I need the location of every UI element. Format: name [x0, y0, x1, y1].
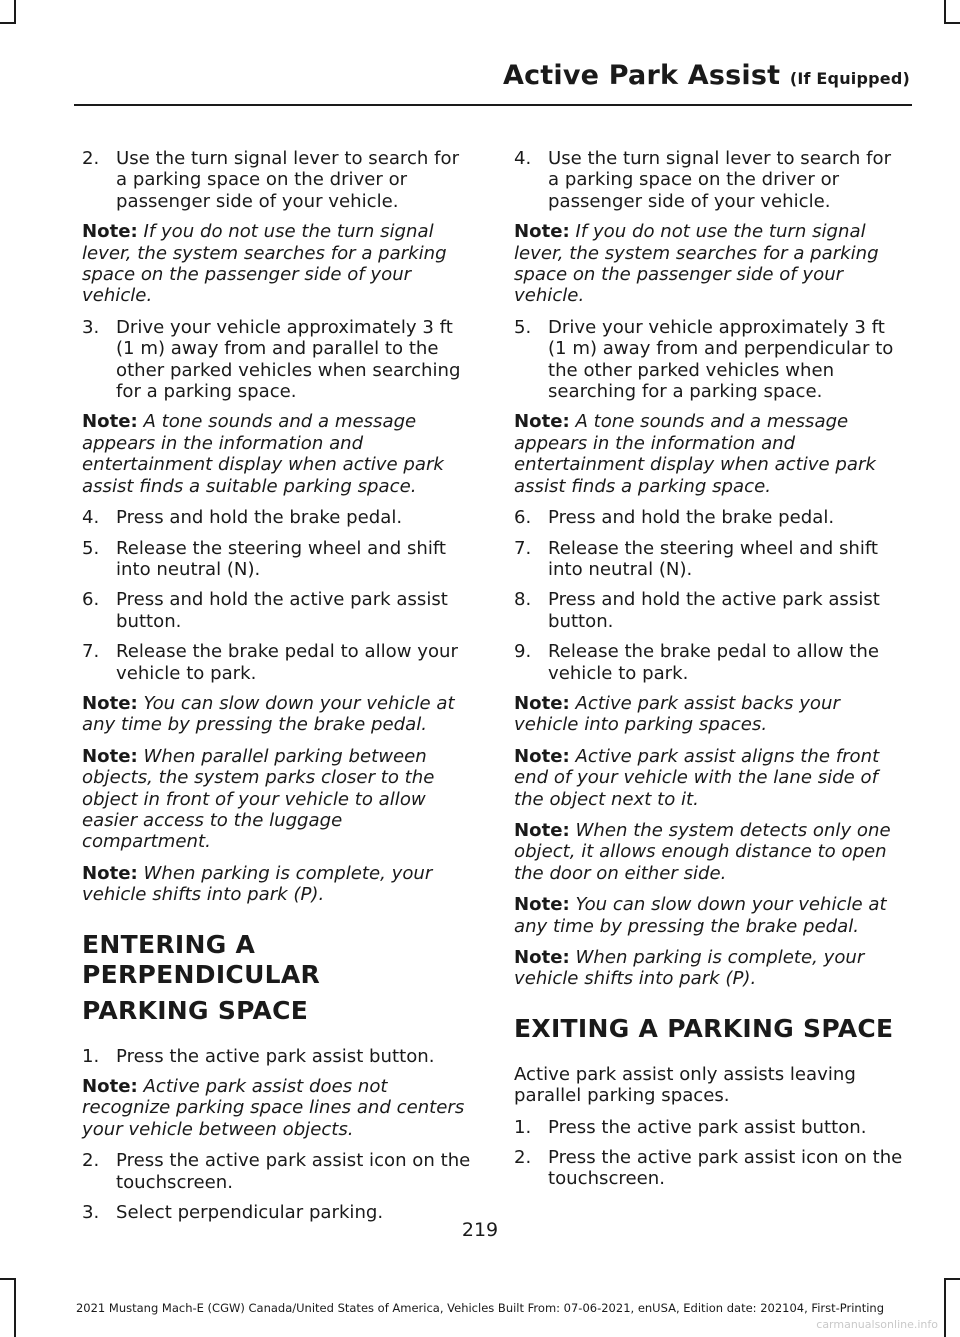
step-item	[82, 317, 474, 403]
left-column	[82, 148, 474, 1232]
note	[82, 1076, 474, 1140]
step-number: 3.	[82, 316, 100, 338]
step-number: 7.	[514, 537, 532, 559]
note	[514, 221, 906, 307]
watermark: carmanualsonline.info	[816, 1318, 938, 1331]
step-item	[82, 1046, 474, 1067]
note-text: Active park assist aligns the front end of your vehicle with the lane side of the object next to it.	[514, 745, 880, 810]
step-text: Use the turn signal lever to search for a parking space on the driver or passenger side of your vehicle.	[116, 148, 460, 212]
note-label: Note:	[82, 411, 138, 433]
note-label: Note:	[514, 692, 570, 714]
step-text: Release the steering wheel and shift into neutral (N).	[548, 537, 879, 580]
header-title: Active Park Assist	[503, 60, 781, 91]
note-text: When parking is complete, your vehicle shifts into park (P).	[82, 862, 433, 906]
note-label: Note:	[514, 947, 570, 968]
note-label: Note:	[82, 862, 138, 884]
note-text: A tone sounds and a message appears in the information and entertainment display when active park assist finds a suitable parking space.	[82, 411, 444, 497]
note	[514, 947, 906, 990]
note	[514, 820, 906, 884]
step-item	[82, 507, 474, 528]
step-item	[514, 589, 906, 632]
step-text: Release the brake pedal to allow the vehicle to park.	[548, 641, 879, 684]
step-number: 6.	[82, 589, 100, 611]
note-label: Note:	[514, 894, 570, 916]
note-label: Note:	[82, 692, 138, 714]
note-label: Note:	[514, 411, 570, 433]
step-number: 7.	[82, 641, 100, 663]
note-label: Note:	[514, 819, 570, 841]
note	[514, 693, 906, 736]
note-text: When parking is complete, your vehicle shifts into park (P).	[514, 947, 865, 990]
note-text: If you do not use the turn signal lever, the system searches for a parking space on the passenger side of your vehicle.	[514, 221, 879, 307]
note	[514, 894, 906, 937]
header-subtitle: (If Equipped)	[789, 69, 910, 88]
step-number: 4.	[82, 507, 100, 529]
step-text: Press the active park assist button.	[548, 1116, 867, 1138]
crop-mark	[14, 0, 16, 22]
note-label: Note:	[514, 745, 570, 767]
step-text: Release the brake pedal to allow your vehicle to park.	[116, 641, 458, 684]
step-number: 2.	[82, 148, 100, 169]
note-text: You can slow down your vehicle at any time by pressing the brake pedal.	[514, 894, 887, 937]
crop-mark	[0, 1278, 16, 1280]
step-number: 6.	[514, 507, 532, 529]
note-text: When parallel parking between objects, the system parks closer to the object in front of your vehicle to allow easier access to the luggage compartment.	[82, 745, 435, 853]
note-label: Note:	[82, 1076, 138, 1097]
step-text: Press the active park assist button.	[116, 1045, 435, 1067]
note	[514, 411, 906, 497]
step-number: 2.	[514, 1147, 532, 1169]
step-text: Press the active park assist icon on the touchscreen.	[548, 1147, 903, 1190]
note-label: Note:	[82, 221, 138, 243]
note-text: If you do not use the turn signal lever, the system searches for a parking space on the passenger side of your vehicle.	[82, 221, 447, 307]
right-column	[514, 148, 906, 1199]
step-number: 5.	[82, 537, 100, 559]
intro-paragraph: Active park assist only assists leaving parallel parking spaces.	[514, 1063, 856, 1107]
page-number: 219	[461, 1219, 499, 1241]
heading-line-2: PARKING SPACE	[82, 995, 309, 1025]
crop-mark	[944, 1278, 960, 1280]
step-item	[82, 1150, 474, 1193]
step-number: 8.	[514, 589, 532, 611]
note-label: Note:	[514, 221, 570, 243]
note	[82, 411, 474, 497]
step-text: Press the active park assist icon on the touchscreen.	[116, 1150, 471, 1193]
note-text: Active park assist backs your vehicle into parking spaces.	[514, 692, 840, 736]
step-text: Press and hold the active park assist button.	[116, 589, 448, 632]
step-item	[514, 317, 906, 403]
note-text: You can slow down your vehicle at any time by pressing the brake pedal.	[82, 692, 455, 736]
heading-line-1: ENTERING A PERPENDICULAR	[82, 929, 321, 989]
step-text: Use the turn signal lever to search for a parking space on the driver or passenger side of your vehicle.	[548, 148, 892, 212]
note	[82, 746, 474, 853]
step-item	[82, 641, 474, 684]
crop-mark	[944, 0, 946, 22]
step-item	[514, 641, 906, 684]
note-text: A tone sounds and a message appears in the information and entertainment display when active park assist finds a parking space.	[514, 411, 876, 497]
crop-mark	[944, 22, 960, 24]
step-number: 5.	[514, 316, 532, 338]
step-item	[82, 148, 474, 212]
step-number: 9.	[514, 641, 532, 663]
step-text: Drive your vehicle approximately 3 ft (1 m) away from and parallel to the other parked vehicles when searching for a parking space.	[116, 316, 461, 403]
step-item	[514, 1147, 906, 1190]
step-number: 1.	[514, 1116, 532, 1138]
header-rule	[74, 104, 912, 106]
step-text: Press and hold the brake pedal.	[116, 507, 403, 529]
section-heading	[82, 930, 474, 1026]
step-item	[514, 148, 906, 212]
page-header	[82, 60, 910, 91]
step-item	[514, 1117, 906, 1138]
step-number: 4.	[514, 148, 532, 169]
step-item	[82, 589, 474, 632]
step-item	[82, 538, 474, 581]
step-text: Select perpendicular parking.	[116, 1202, 384, 1224]
note-label: Note:	[82, 745, 138, 767]
note	[514, 746, 906, 810]
note	[82, 693, 474, 736]
note	[82, 863, 474, 906]
step-text: Press and hold the brake pedal.	[548, 507, 835, 529]
step-number: 1.	[82, 1045, 100, 1067]
step-number: 3.	[82, 1202, 100, 1224]
note	[82, 221, 474, 307]
step-text: Drive your vehicle approximately 3 ft (1 m) away from and perpendicular to the other parked vehicles when searching for a parking space.	[548, 316, 894, 403]
section-heading: EXITING A PARKING SPACE	[514, 1013, 894, 1043]
note-text: When the system detects only one object, it allows enough distance to open the door on either side.	[514, 819, 891, 884]
note-text: Active park assist does not recognize parking space lines and centers your vehicle between objects.	[82, 1076, 465, 1140]
step-number: 2.	[82, 1150, 100, 1172]
crop-mark	[0, 22, 16, 24]
footer-text: 2021 Mustang Mach-E (CGW) Canada/United States of America, Vehicles Built From: 07-06-2021, enUSA, Edition date: 202104, First-Printing	[75, 1301, 884, 1315]
step-item	[514, 538, 906, 581]
step-text: Release the steering wheel and shift into neutral (N).	[116, 537, 447, 580]
step-text: Press and hold the active park assist button.	[548, 589, 880, 632]
step-item	[514, 507, 906, 528]
